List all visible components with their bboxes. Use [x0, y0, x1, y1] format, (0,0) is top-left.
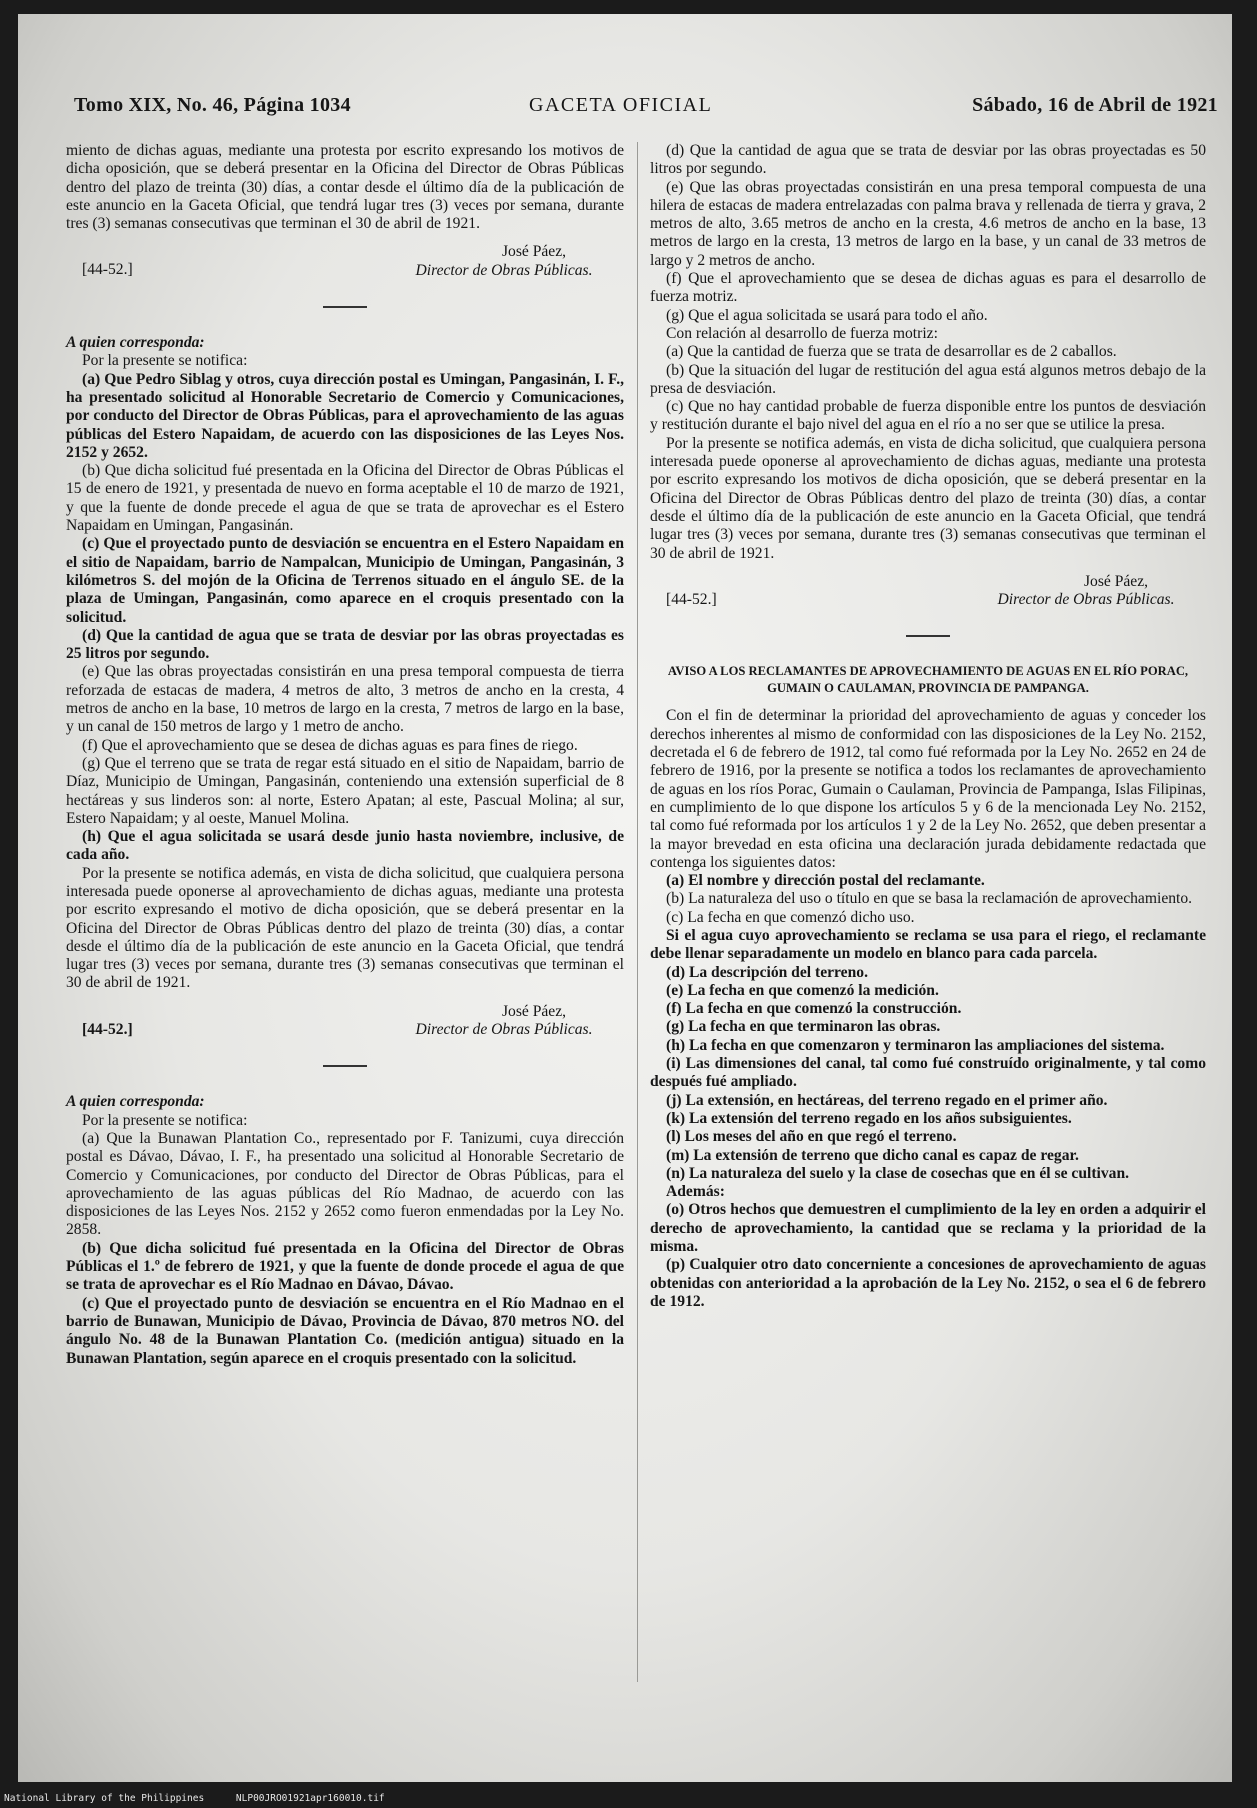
aviso-item-h: (h) La fecha en que comenzaron y terminaron las ampliaciones del sistema. [666, 1036, 1165, 1054]
notice-intro: Por la presente se notifica: [82, 1111, 248, 1129]
notice-item-h: (h) Que el agua solicitada se usará desde junio hasta noviembre, inclusive, de cada año. [66, 828, 624, 864]
notice-item-c: (c) Que el proyectado punto de desviación se encuentra en el Río Madnao en el barrio de Bunawan, Municipio de Dávao, Provincia de Dávao, 870 metros NO. del ángulo No. 48 de la Bunawan Plantation Co. (medición antigua) situado en la Bunawan Plantation, según aparece en el croquis presentado con la solicitud. [66, 1294, 624, 1367]
aviso-ademas: Además: [666, 1183, 725, 1201]
aviso-irrigation-note: Si el agua cuyo aprovechamiento se reclama se usa para el riego, el reclamante debe llenar separadamente un modelo en blanco para cada parcela. [650, 926, 1206, 963]
aviso-item-m: (m) La extensión de terreno que dicho canal es capaz de regar. [666, 1146, 1079, 1164]
signatory-name: José Páez, [1083, 572, 1149, 590]
aviso-intro: Con el fin de determinar la prioridad del aprovechamiento de aguas y conceder los derechos inherentes al mismo de conformidad con las disposiciones de la Ley No. 2152, decretada el 6 de febrero de 1912, tal como fué reformada por la Ley No. 2652 en 24 de febrero de 1916, por la presente se notifica a todos los reclamantes de aprovechamiento de aguas en los ríos Porac, Gumain o Caulaman, Provincia de Pampanga, Islas Filipinas, en cumplimiento de lo que dispone los artículos 5 y 6 de la mencionada Ley No. 2152, tal como fué reformada por los artículos 1 y 2 de la Ley No. 2652, que deben presentar a la mayor brevedad en esta oficina una declaración jurada debidamente redactada que contenga los siguientes datos: [650, 707, 1206, 871]
aviso-item-e: (e) La fecha en que comenzó la medición. [666, 981, 939, 999]
signature-block [650, 573, 1206, 610]
notice-item-b: (b) Que dicha solicitud fué presentada en la Oficina del Director de Obras Públicas el 1.º de febrero de 1921, y que la fuente de donde procede el agua de que se trata de aprovechar es el Río Madnao en Dávao, Dávao. [66, 1239, 624, 1294]
notice-closing: Por la presente se notifica además, en vista de dicha solicitud, que cualquiera persona interesada puede oponerse al aprovechamiento de dichas aguas, mediante una protesta por escrito expresando el motivo de dicha oposición, que se deberá presentar en la Oficina del Director de Obras Públicas dentro del plazo de treinta (30) días, a contar desde el último día de la publicación de este anuncio en la Gaceta Oficial, que tendrá lugar tres (3) veces por semana, durante tres (3) semanas consecutivas que terminan el 30 de abril de 1921. [66, 864, 624, 992]
aviso-item-k: (k) La extensión del terreno regado en los años subsiguientes. [666, 1109, 1072, 1127]
notice-item-f: (f) Que el aprovechamiento que se desea de dichas aguas es para el desarrollo de fuerza motriz. [650, 270, 1206, 306]
notice-item-e: (e) Que las obras proyectadas consistirán en una presa temporal compuesta de una hilera de estacas de madera entrelazadas con palma brava y rellenada de tierra y grava, 2 metros de alto, 3.65 metros de ancho en la cresta, 4.6 metros de ancho en la base, 13 metros de largo en la cresta, 13 metros de largo en la base, y un canal de 33 metros de largo y 2 metros de ancho. [650, 178, 1206, 269]
signatory-title: Director de Obras Públicas. [415, 1021, 593, 1039]
notice-item-d: (d) Que la cantidad de agua que se trata de desviar por las obras proyectadas es 50 litros por segundo. [650, 142, 1206, 178]
aviso-item-b: (b) La naturaleza del uso o título en que se basa la reclamación de aprovechamiento. [666, 890, 1193, 908]
motive-power-item-c: (c) Que no hay cantidad probable de fuerza disponible entre los puntos de desviación y restitución durante el bajo nivel del agua en el río a no ser que se utilice la presa. [650, 398, 1206, 434]
aviso-item-o: (o) Otros hechos que demuestren el cumplimiento de la ley en orden a adquirir el derecho de aprovechamiento, la cantidad que se reclama y la prioridad de la misma. [650, 1201, 1206, 1256]
signatory-title: Director de Obras Públicas. [997, 591, 1175, 609]
reference-number: [44-52.] [82, 261, 133, 279]
newspaper-page [18, 14, 1232, 1782]
header-date: Sábado, 16 de Abril de 1921 [972, 94, 1218, 116]
notice-item-d: (d) Que la cantidad de agua que se trata de desviar por las obras proyectadas es 25 litros por segundo. [66, 626, 624, 663]
signatory-title: Director de Obras Públicas. [415, 261, 593, 279]
section-rule [323, 306, 367, 308]
aviso-item-p: (p) Cualquier otro dato concerniente a concesiones de aprovechamiento de aguas obtenidas con anterioridad a la aprobación de la Ley No. 2152, o sea el 6 de febrero de 1912. [650, 1256, 1206, 1310]
header-publication-title: GACETA OFICIAL [529, 94, 713, 116]
notice-continuation: miento de dichas aguas, mediante una protesta por escrito expresando los motivos de dicha oposición, que se deberá presentar en la Oficina del Director de Obras Públicas dentro del plazo de treinta (30) días, a contar desde el último día de la publicación de este anuncio en la Gaceta Oficial, que tendrá lugar tres (3) veces por semana, durante tres (3) semanas consecutivas que terminan el 30 de abril de 1921. [66, 142, 624, 233]
aviso-item-n: (n) La naturaleza del suelo y la clase de cosechas que en él se cultivan. [666, 1164, 1130, 1182]
motive-power-item-b: (b) Que la situación del lugar de restitución del agua está algunos metros debajo de la presa de desviación. [650, 361, 1206, 397]
signatory-name: José Páez, [501, 243, 567, 261]
notice-item-a: (a) Que Pedro Siblag y otros, cuya dirección postal es Umingan, Pangasinán, I. F., ha presentado solicitud al Honorable Secretario de Comercio y Comunicaciones, por conducto del Director de Obras Públicas, para el aprovechamiento de las aguas públicas del Estero Napaidam, de acuerdo con las disposiciones de las Leyes Nos. 2152 y 2652. [66, 370, 624, 461]
scan-footer [0, 1790, 411, 1808]
notice-item-g: (g) Que el terreno que se trata de regar está situado en el sitio de Napaidam, barrio de Díaz, Municipio de Umingan, Pangasinán, conteniendo una extensión superficial de 8 hectáreas y sus linderos son: al norte, Estero Apatan; al este, Pascual Molina; al sur, Estero Napaidam; y al oeste, Manuel Molina. [66, 754, 624, 827]
notice-item-e: (e) Que las obras proyectadas consistirán en una presa temporal compuesta de tierra reforzada de estacas de madera, 4 metros de alto, 3 metros de ancho en la cresta, 4 metros de ancho en la base, 10 metros de largo en la cresta, 7 metros de largo en la base, y un canal de 150 metros de largo y 1 metro de ancho. [66, 663, 624, 736]
signatory-name: José Páez, [501, 1002, 567, 1020]
notice-item-b: (b) Que dicha solicitud fué presentada en la Oficina del Director de Obras Públicas el 15 de enero de 1921, y presentada de nuevo en forma aceptable el 10 de marzo de 1921, y que la fuente de donde precede el agua de que se trata de aprovechar es el Estero Napaidam en Umingan, Pangasinán. [66, 462, 624, 535]
aviso-item-j: (j) La extensión, en hectáreas, del terreno regado en el primer año. [666, 1091, 1108, 1109]
aviso-item-f: (f) La fecha en que comenzó la construcción. [666, 1000, 962, 1018]
motive-power-intro: Con relación al desarrollo de fuerza motriz: [666, 324, 938, 342]
aviso-item-l: (l) Los meses del año en que regó el terreno. [666, 1128, 957, 1146]
aviso-item-g: (g) La fecha en que terminaron las obras. [666, 1018, 941, 1036]
library-credit: National Library of the Philippines [4, 1793, 205, 1804]
notice-closing: Por la presente se notifica además, en vista de dicha solicitud, que cualquiera persona interesada puede oponerse al aprovechamiento de dichas aguas, mediante una protesta por escrito expresando los motivos de dicha oposición, que se deberá presentar en la Oficina del Director de Obras Públicas dentro del plazo de treinta (30) días, a contar desde el último día de la publicación de este anuncio en la Gaceta Oficial, que tendrá lugar tres (3) veces por semana, durante tres (3) semanas consecutivas que terminan el 30 de abril de 1921. [650, 434, 1206, 562]
salutation: A quien corresponda: [66, 334, 205, 352]
aviso-item-i: (i) Las dimensiones del canal, tal como fué construído originalmente, y tal como después fué ampliado. [650, 1055, 1206, 1091]
notice-intro: Por la presente se notifica: [82, 352, 248, 370]
section-rule [906, 635, 950, 637]
page-header [74, 94, 1218, 124]
reference-number: [44-52.] [666, 590, 717, 608]
right-column [650, 142, 1206, 1692]
reference-number: [44-52.] [82, 1020, 133, 1038]
scan-filename: NLP00JRO01921apr160010.tif [235, 1793, 385, 1804]
column-divider [637, 142, 638, 1682]
left-column [66, 142, 624, 1692]
header-volume-page: Tomo XIX, No. 46, Página 1034 [74, 94, 351, 116]
notice-item-g: (g) Que el agua solicitada se usará para todo el año. [666, 306, 988, 324]
aviso-item-d: (d) La descripción del terreno. [666, 963, 868, 981]
aviso-item-a: (a) El nombre y dirección postal del reclamante. [666, 872, 985, 890]
signature-block [66, 1003, 624, 1040]
salutation: A quien corresponda: [66, 1093, 205, 1111]
notice-item-c: (c) Que el proyectado punto de desviación se encuentra en el Estero Napaidam en el sitio de Napaidam, barrio de Nampalcan, Municipio de Umingan, Pangasinán, 3 kilómetros S. del mojón de la Oficina de Terrenos situado en el ángulo SE. de la plaza de Umingan, Pangasinán, como aparece en el croquis presentado con la solicitud. [66, 535, 624, 626]
signature-block [66, 243, 624, 280]
motive-power-item-a: (a) Que la cantidad de fuerza que se trata de desarrollar es de 2 caballos. [666, 343, 1117, 361]
notice-item-a: (a) Que la Bunawan Plantation Co., representado por F. Tanizumi, cuya dirección postal es Dávao, Dávao, I. F., ha presentado una solicitud al Honorable Secretario de Comercio y Comunicaciones, por conducto del Director de Obras Públicas, para el aprovechamiento de las aguas públicas del Río Madnao, de acuerdo con las disposiciones de las Leyes Nos. 2152 y 2652 como fueron enmendadas por la Ley No. 2858. [66, 1129, 624, 1239]
section-rule [323, 1065, 367, 1067]
aviso-heading: AVISO A LOS RECLAMANTES DE APROVECHAMIENTO DE AGUAS EN EL RÍO PORAC, GUMAIN O CAULAMAN, PROVINCIA DE PAMPANGA. [667, 664, 1189, 696]
notice-item-f: (f) Que el aprovechamiento que se desea de dichas aguas es para fines de riego. [82, 736, 578, 754]
aviso-item-c: (c) La fecha en que comenzó dicho uso. [666, 908, 915, 926]
